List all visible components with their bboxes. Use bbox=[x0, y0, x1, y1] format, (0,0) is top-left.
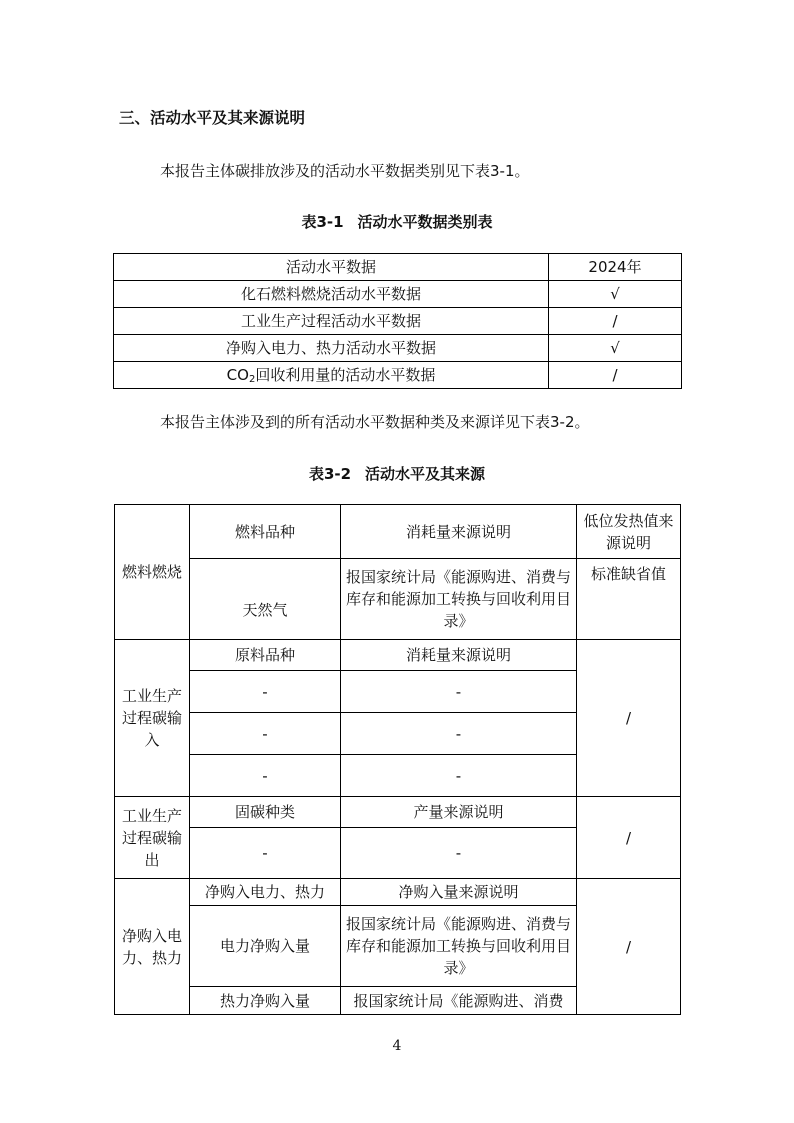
table-cell: 工业生产过程活动水平数据 bbox=[114, 308, 549, 335]
co2-suffix: 回收利用量的活动水平数据 bbox=[255, 366, 436, 384]
table-cell: / bbox=[577, 640, 681, 797]
activity-data-category-table bbox=[113, 253, 682, 389]
co2-prefix: CO bbox=[226, 366, 249, 384]
table-cell: 天然气 bbox=[190, 559, 341, 640]
table-cell: - bbox=[190, 713, 341, 755]
table1-caption bbox=[0, 211, 794, 232]
table-cell: / bbox=[577, 879, 681, 1015]
table-cell: - bbox=[190, 671, 341, 713]
table-cell: - bbox=[190, 755, 341, 797]
table-row bbox=[114, 335, 682, 362]
category-process-input: 工业生产过程碳输入 bbox=[115, 640, 190, 797]
table-cell: 化石燃料燃烧活动水平数据 bbox=[114, 281, 549, 308]
table-header-cell: 燃料品种 bbox=[190, 505, 341, 559]
table-cell: - bbox=[190, 828, 341, 879]
category-fuel-combustion: 燃料燃烧 bbox=[115, 505, 190, 640]
table-header-cell: 原料品种 bbox=[190, 640, 341, 671]
table-row bbox=[115, 797, 681, 828]
activity-data-source-table bbox=[114, 504, 681, 1015]
table-cell: 报国家统计局《能源购进、消费与库存和能源加工转换与回收利用目录》 bbox=[341, 559, 577, 640]
table2-caption bbox=[0, 463, 794, 484]
table-cell: 报国家统计局《能源购进、消费 bbox=[341, 987, 577, 1015]
table-cell: 热力净购入量 bbox=[190, 987, 341, 1015]
intro-paragraph: 本报告主体碳排放涉及的活动水平数据类别见下表3-1。 bbox=[160, 162, 530, 180]
table1-caption-number: 表3-1 bbox=[301, 213, 344, 231]
table-header-cell: 消耗量来源说明 bbox=[341, 505, 577, 559]
table-row bbox=[114, 254, 682, 281]
table-cell: / bbox=[577, 797, 681, 879]
table-row bbox=[114, 281, 682, 308]
table-cell: - bbox=[341, 671, 577, 713]
table-cell: / bbox=[549, 308, 682, 335]
table-header-cell: 2024年 bbox=[549, 254, 682, 281]
category-purchased-energy: 净购入电力、热力 bbox=[115, 879, 190, 1015]
table-header-cell: 净购入电力、热力 bbox=[190, 879, 341, 906]
table-row bbox=[115, 559, 681, 640]
table-row bbox=[114, 308, 682, 335]
table-header-cell: 固碳种类 bbox=[190, 797, 341, 828]
table2-intro-paragraph: 本报告主体涉及到的所有活动水平数据种类及来源详见下表3-2。 bbox=[160, 413, 590, 431]
co2-subscript: 2 bbox=[248, 374, 256, 385]
table-cell: 报国家统计局《能源购进、消费与库存和能源加工转换与回收利用目录》 bbox=[341, 906, 577, 987]
table-row bbox=[115, 505, 681, 559]
table-row bbox=[115, 879, 681, 906]
table-cell: 标准缺省值 bbox=[577, 559, 681, 640]
table-row bbox=[115, 640, 681, 671]
section-heading: 三、活动水平及其来源说明 bbox=[119, 109, 306, 127]
table2-caption-number: 表3-2 bbox=[308, 465, 352, 483]
table-header-cell: 活动水平数据 bbox=[114, 254, 549, 281]
table2-caption-title: 活动水平及其来源 bbox=[365, 465, 486, 483]
table-header-cell: 消耗量来源说明 bbox=[341, 640, 577, 671]
category-process-output: 工业生产过程碳输出 bbox=[115, 797, 190, 879]
table-cell: / bbox=[549, 362, 682, 389]
table-header-cell: 净购入量来源说明 bbox=[341, 879, 577, 906]
table-cell: - bbox=[341, 828, 577, 879]
table-row bbox=[114, 362, 682, 389]
table-cell: - bbox=[341, 755, 577, 797]
table-header-cell: 低位发热值来源说明 bbox=[577, 505, 681, 559]
table1-caption-title: 活动水平数据类别表 bbox=[357, 213, 493, 231]
table-cell: √ bbox=[549, 281, 682, 308]
table-cell bbox=[114, 362, 549, 389]
table-cell: 电力净购入量 bbox=[190, 906, 341, 987]
page-number: 4 bbox=[392, 1038, 402, 1054]
table-header-cell: 产量来源说明 bbox=[341, 797, 577, 828]
table-cell: 净购入电力、热力活动水平数据 bbox=[114, 335, 549, 362]
table-cell: √ bbox=[549, 335, 682, 362]
table-cell: - bbox=[341, 713, 577, 755]
